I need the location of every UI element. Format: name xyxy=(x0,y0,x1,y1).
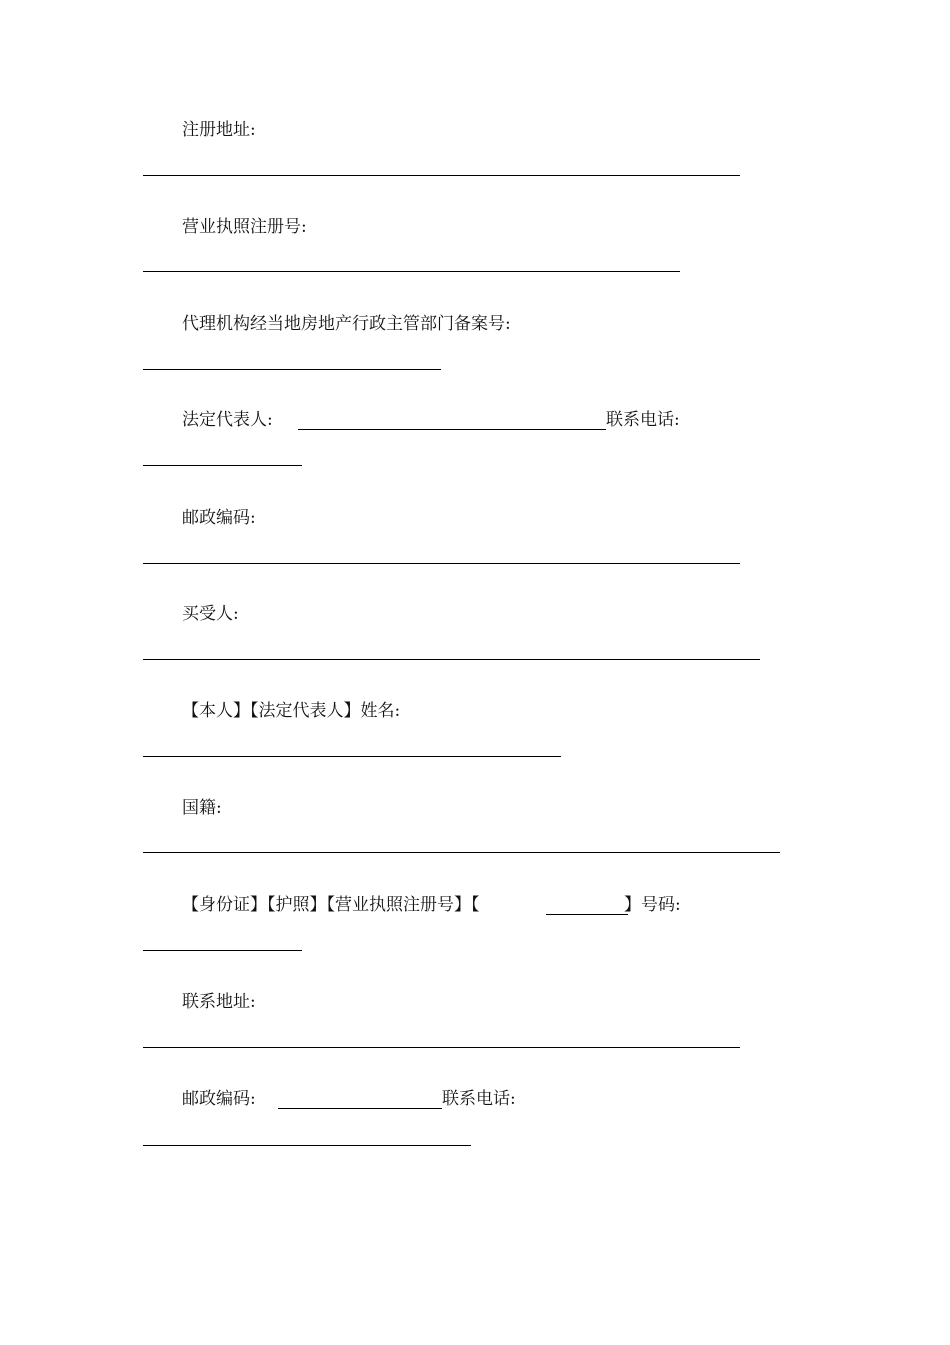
agency-record-line[interactable] xyxy=(143,369,441,370)
postal-code-line[interactable] xyxy=(143,563,740,564)
contact-phone-line[interactable] xyxy=(143,465,302,466)
postal-code-2-label: 邮政编码: xyxy=(182,1089,256,1109)
registered-address-line[interactable] xyxy=(143,175,740,176)
id-type-label: 【身份证】【护照】【营业执照注册号】【 xyxy=(182,895,480,915)
license-number-label: 营业执照注册号: xyxy=(182,217,307,237)
contact-phone-label: 联系电话: xyxy=(606,410,680,430)
id-type-other-line[interactable] xyxy=(546,914,628,915)
legal-representative-label: 法定代表人: xyxy=(182,410,273,430)
postal-code-2-line[interactable] xyxy=(278,1108,442,1109)
name-line[interactable] xyxy=(143,756,561,757)
contact-address-label: 联系地址: xyxy=(182,992,256,1012)
postal-code-label: 邮政编码: xyxy=(182,508,256,528)
contact-phone-2-label: 联系电话: xyxy=(442,1089,516,1109)
contact-address-line[interactable] xyxy=(143,1047,740,1048)
buyer-label: 买受人: xyxy=(182,604,239,624)
legal-representative-line[interactable] xyxy=(298,429,606,430)
nationality-line[interactable] xyxy=(143,852,780,853)
registered-address-label: 注册地址: xyxy=(182,120,256,140)
license-number-line[interactable] xyxy=(143,271,680,272)
agency-record-label: 代理机构经当地房地产行政主管部门备案号: xyxy=(182,314,511,334)
name-label: 【本人】【法定代表人】姓名: xyxy=(182,701,401,721)
id-number-label: 】号码: xyxy=(624,895,681,915)
nationality-label: 国籍: xyxy=(182,798,222,818)
id-number-line[interactable] xyxy=(143,950,302,951)
contact-phone-2-line[interactable] xyxy=(143,1145,471,1146)
buyer-line[interactable] xyxy=(143,659,760,660)
